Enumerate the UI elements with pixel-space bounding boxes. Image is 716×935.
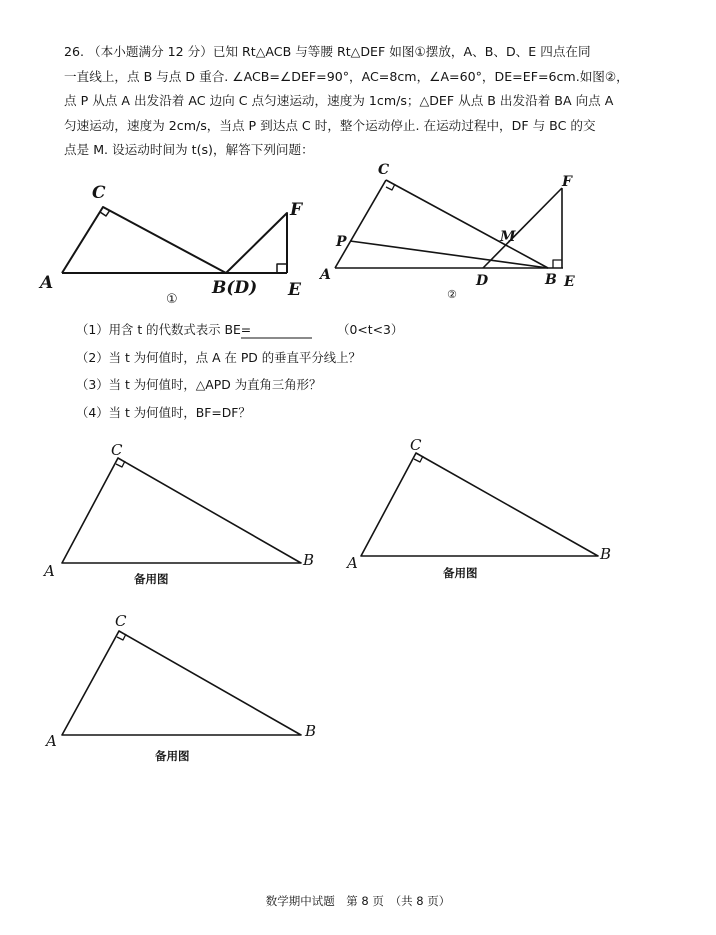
- question-2: （2）当 t 为何值时，点 A 在 PD 的垂直平分线上？: [76, 350, 361, 365]
- spare-1-label-b: B: [303, 551, 315, 569]
- figure-2-diagram: [335, 180, 563, 268]
- figure-1-label-bd: B(D): [212, 278, 258, 298]
- question-4: （4）当 t 为何值时，BF=DF？: [76, 405, 251, 420]
- right-angle-mark: [277, 264, 287, 273]
- spare-1-caption: 备用图: [134, 572, 169, 586]
- problem-line: 点是 M. 设运动时间为 t(s)，解答下列问题：: [64, 142, 314, 158]
- question-1-text: （1）用含 t 的代数式表示 BE=: [76, 322, 252, 337]
- figure-2-caption: ②: [447, 288, 457, 301]
- spare-2-caption: 备用图: [443, 566, 478, 580]
- figure-1-triangle-acb: [62, 207, 226, 273]
- spare-figure-2: [361, 453, 598, 556]
- spare-2-label-b: B: [600, 545, 612, 563]
- figure-1-label-c: C: [92, 183, 106, 203]
- figure-2-label-f: F: [562, 174, 572, 190]
- problem-line: 点 P 从点 A 出发沿着 AC 边向 C 点匀速运动，速度为 1cm/s；△DEF 从点 B 出发沿着 BA 向点 A: [64, 93, 614, 109]
- question-1-range: （0<t<3）: [337, 322, 404, 337]
- question-1: [76, 320, 403, 338]
- figure-2-label-e: E: [564, 274, 575, 290]
- figure-2-side-df: [483, 188, 562, 268]
- figure-2-label-m: M: [500, 229, 516, 245]
- figure-2-label-c: C: [378, 162, 390, 178]
- figure-2-side-cb: [386, 180, 548, 268]
- figure-1-label-f: F: [290, 200, 303, 220]
- problem-line: 一直线上，点 B 与点 D 重合. ∠ACB=∠DEF=90°，AC=8cm，∠A=60°，DE=EF=6cm.如图②，: [64, 68, 629, 84]
- figure-2-label-p: P: [336, 234, 347, 250]
- spare-figure-3: [62, 631, 301, 735]
- figure-1-label-e: E: [288, 280, 301, 300]
- question-3: （3）当 t 为何值时，△APD 为直角三角形？: [76, 377, 322, 392]
- right-angle-mark: [553, 260, 562, 268]
- spare-1-label-a: A: [44, 562, 55, 580]
- figure-2-segment-pb: [350, 241, 548, 268]
- spare-figure-1: [62, 458, 301, 563]
- figure-2-label-d: D: [476, 273, 489, 289]
- spare-3-label-b: B: [305, 722, 317, 740]
- page-footer: 数学期中试题 第 8 页 （共 8 页）: [265, 894, 451, 908]
- figure-2-side-ac: [335, 180, 386, 268]
- problem-line: 匀速运动，速度为 2cm/s，当点 P 到达点 C 时，整个运动停止. 在运动过程中，DF 与 BC 的交: [64, 117, 596, 133]
- spare-1-label-c: C: [111, 441, 123, 459]
- spare-3-caption: 备用图: [155, 749, 190, 763]
- spare-2-label-a: A: [347, 554, 358, 572]
- figure-1-diagram: [62, 207, 287, 273]
- figure-1-caption: ①: [166, 292, 178, 307]
- figure-1-label-a: A: [40, 273, 54, 293]
- spare-2-label-c: C: [410, 436, 422, 454]
- problem-line: 26. （本小题满分 12 分）已知 Rt△ACB 与等腰 Rt△DEF 如图①摆放，A、B、D、E 四点在同: [64, 44, 591, 59]
- spare-3-label-a: A: [46, 732, 57, 750]
- figure-2-label-b: B: [545, 272, 557, 288]
- spare-3-label-c: C: [115, 612, 127, 630]
- figure-2-label-a: A: [320, 267, 331, 283]
